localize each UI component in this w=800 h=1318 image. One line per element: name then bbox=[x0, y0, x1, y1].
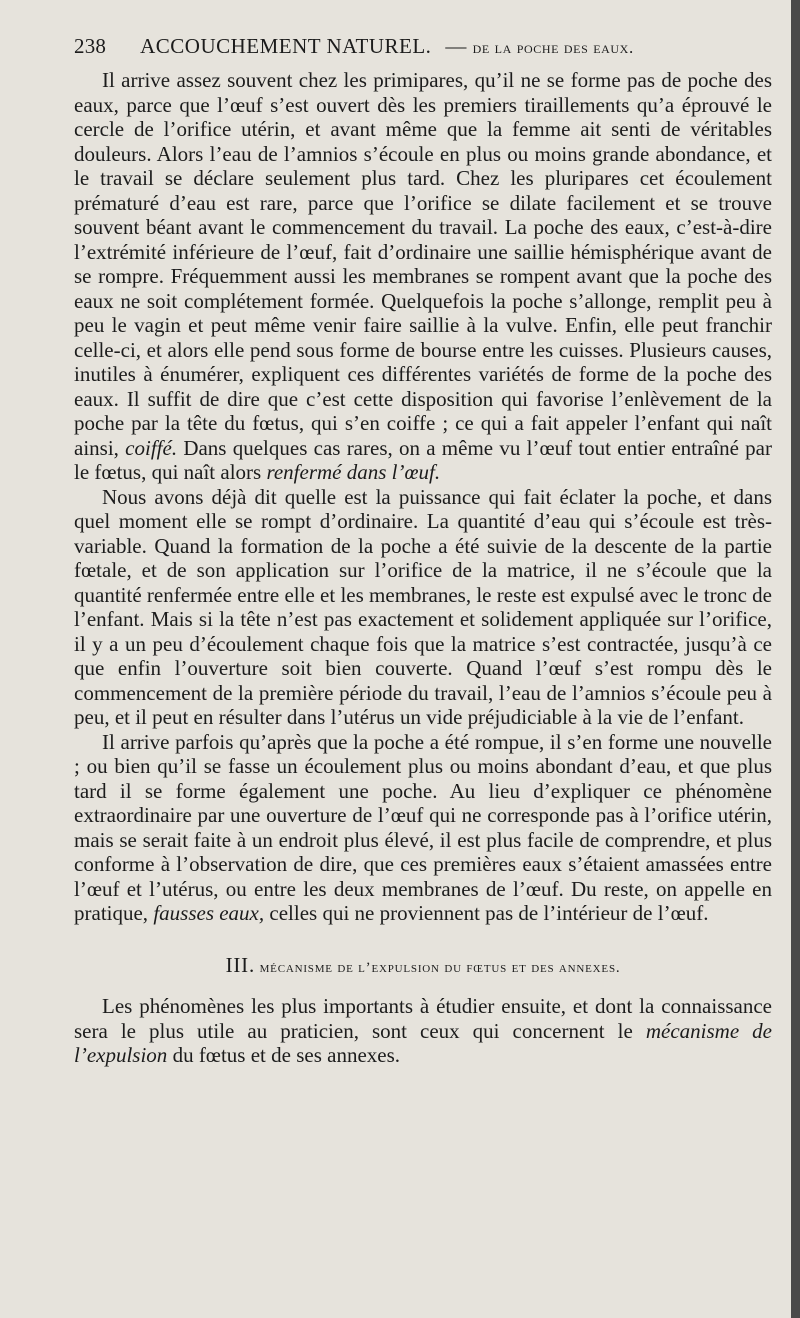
section-numeral: III. bbox=[225, 952, 256, 977]
paragraph-1 bbox=[74, 68, 772, 485]
body-text bbox=[74, 68, 772, 1068]
text-span: Dans quelques cas rares, on a même vu l’œuf tout entier entraîné par le fœtus, qui naît alors bbox=[74, 435, 772, 484]
running-subtitle: de la poche des eaux. bbox=[472, 38, 634, 57]
italic-term-coiffe: coiffé. bbox=[125, 435, 178, 460]
text-span: celles qui ne proviennent pas de l’intérieur de l’œuf. bbox=[264, 901, 709, 925]
text-span: Les phénomènes les plus importants à étudier ensuite, et dont la connaissance sera le plus utile au praticien, sont ceux qui concernent le bbox=[74, 994, 772, 1043]
header-separator: — bbox=[445, 34, 467, 58]
italic-term-mecanisme: mécanisme de l’expulsion bbox=[74, 1018, 773, 1067]
section-heading bbox=[74, 953, 772, 981]
section-title: mécanisme de l’expulsion du fœtus et des annexes. bbox=[259, 959, 621, 976]
paragraph-2 bbox=[74, 485, 772, 730]
italic-term-renferme: renfermé dans l’œuf. bbox=[266, 460, 441, 484]
running-title: ACCOUCHEMENT NATUREL. bbox=[140, 34, 432, 58]
running-header bbox=[74, 34, 772, 68]
paragraph-4 bbox=[74, 994, 772, 1068]
italic-term-fausses-eaux: fausses eaux, bbox=[153, 901, 265, 925]
text-span: Nous avons déjà dit quelle est la puissance qui fait éclater la poche, et dans quel moment elle se rompt d’ordinaire. La quantité d’eau qui s’écoule est très-variable. Quand la formation de la poche a été suivie de la descente de la partie fœtale, et de son application sur l’orifice de la matrice, il ne s’écoule que la quantité renfermée entre elle et les membranes, le reste est expulsé avec le tronc de l’enfant. Mais si la tête n’est pas exactement et solidement appliquée sur l’orifice, il y a un peu d’écoulement chaque fois que la matrice s’est contractée, jusqu’à ce que enfin l’ouverture soit bien couverte. Quand l’œuf s’est rompu dès le commencement de la première période du travail, l’eau de l’amnios s’écoule peu à peu, et il peut en résulter dans l’utérus un vide préjudiciable à la vie de l’enfant. bbox=[74, 484, 772, 729]
text-span: du fœtus et de ses annexes. bbox=[167, 1043, 401, 1067]
paragraph-3 bbox=[74, 730, 772, 926]
page-number: 238 bbox=[74, 34, 107, 58]
text-span: Il arrive parfois qu’après que la poche a été rompue, il s’en forme une nouvelle ; ou bien qu’il se fasse un écoulement plus ou moins abondant d’eau, et que plus tard il se forme également une poche. Au lieu d’expliquer ce phénomène extraordinaire par une ouverture de l’œuf qui ne corresponde pas à l’orifice utérin, mais se serait faite à un endroit plus élevé, il est plus facile de comprendre, et plus conforme à l’observation de dire, que ces premières eaux s’étaient amassées entre l’œuf et l’utérus, ou entre les deux membranes de l’œuf. Du reste, on appelle en pratique, bbox=[74, 729, 772, 925]
text-span: Il arrive assez souvent chez les primipares, qu’il ne se forme pas de poche des eaux, parce que l’œuf s’est ouvert dès les premiers tiraillements qu’a éprouvé le cercle de l’orifice utérin, et avant même que la femme ait senti de véritables douleurs. Alors l’eau de l’amnios s’écoule en plus ou moins grande abondance, et le travail se déclare seulement plus tard. Chez les pluripares cet écoulement prématuré d’eau est rare, parce que l’orifice se dilate facilement et se trouve souvent béant avant le commencement du travail. La poche des eaux, c’est-à-dire l’extrémité inférieure de l’œuf, fait d’ordinaire une saillie hémisphérique avant de se rompre. Fréquemment aussi les membranes se rompent avant que la poche des eaux ne soit complétement formée. Quelquefois la poche s’allonge, remplit peu à peu le vagin et peut même venir faire saillie à la vulve. Enfin, elle peut franchir celle-ci, et alors elle pend sous forme de bourse entre les cuisses. Plusieurs causes, inutiles à énumérer, expliquent ces différentes variétés de forme de la poche des eaux. Il suffit de dire que c’est cette disposition qui favorise l’enlèvement de la poche par la tête du fœtus, qui s’en coiffe ; ce qui a fait appeler l’enfant qui naît ainsi, bbox=[74, 68, 772, 460]
